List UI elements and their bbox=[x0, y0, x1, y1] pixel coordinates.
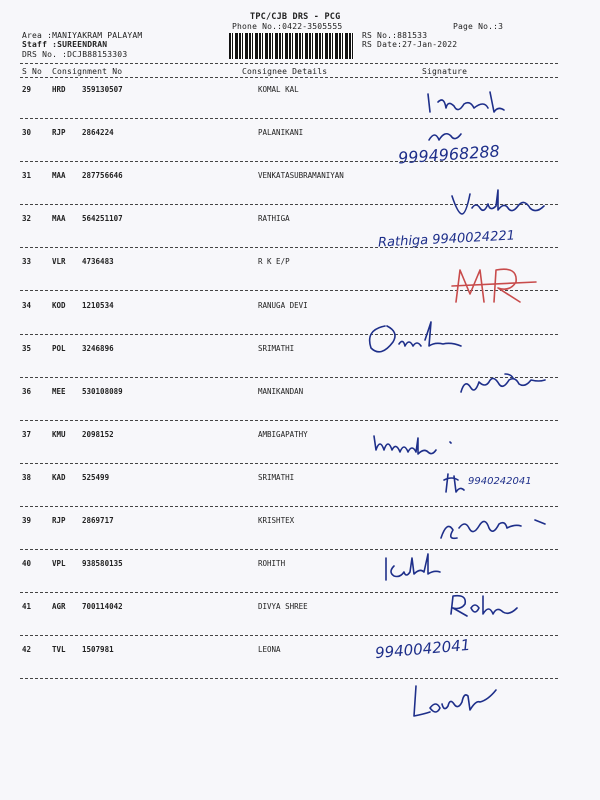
row-divider bbox=[20, 420, 558, 421]
row-consignee: KOMAL KAL bbox=[258, 85, 299, 94]
row-sno: 31 bbox=[22, 171, 32, 181]
row-divider bbox=[20, 635, 558, 636]
row-consignment-code: KMU bbox=[52, 429, 66, 439]
row-consignee: ROHITH bbox=[258, 559, 286, 569]
row-sno: 38 bbox=[22, 472, 32, 482]
row-consignment-number: 2098152 bbox=[82, 429, 114, 439]
row-divider bbox=[20, 463, 558, 464]
handwritten-phone-32: Rathiga 9940024221 bbox=[377, 228, 516, 251]
row-consignment-code: MEE bbox=[52, 386, 66, 396]
row-sno: 37 bbox=[22, 429, 32, 439]
row-consignment-number: 700114042 bbox=[82, 602, 123, 612]
row-consignee: VENKATASUBRAMANIYAN bbox=[258, 171, 344, 181]
row-sno: 30 bbox=[22, 128, 32, 138]
row-sno: 36 bbox=[22, 386, 32, 396]
row-consignment-number: 564251107 bbox=[82, 214, 123, 224]
area-label: Area :MANIYAKRAM PALAYAM bbox=[22, 31, 143, 40]
phone-number: Phone No.:0422-3505555 bbox=[232, 22, 343, 31]
rs-number: RS No.:881533 bbox=[362, 31, 428, 40]
row-consignee: RATHIGA bbox=[258, 214, 290, 224]
row-consignment-number: 287756646 bbox=[82, 171, 123, 181]
row-divider bbox=[20, 118, 558, 119]
row-consignment-code: TVL bbox=[52, 645, 66, 655]
barcode-image bbox=[229, 33, 354, 59]
drs-number: DRS No. :DCJB88153303 bbox=[22, 50, 128, 59]
signature-35 bbox=[455, 370, 565, 398]
row-divider bbox=[20, 247, 558, 248]
row-consignee: SRIMATHI bbox=[258, 472, 295, 482]
row-sno: 39 bbox=[22, 516, 32, 525]
signature-30 bbox=[425, 128, 465, 144]
signature-37 bbox=[440, 470, 470, 494]
row-consignment-number: 4736483 bbox=[82, 257, 114, 267]
handwritten-phone-37: 9940242041 bbox=[468, 476, 532, 487]
col-consignment: Consignment No bbox=[52, 67, 123, 76]
row-consignment-number: 3246896 bbox=[82, 343, 114, 353]
handwritten-phone-41: 9940042041 bbox=[374, 635, 472, 663]
signature-29 bbox=[420, 88, 550, 118]
row-sno: 35 bbox=[22, 343, 32, 353]
document-title: TPC/CJB DRS - PCG bbox=[250, 12, 341, 22]
row-consignment-number: 1507981 bbox=[82, 645, 114, 655]
handwritten-phone-30: 9994968288 bbox=[397, 141, 501, 168]
row-consignment-code: HRD bbox=[52, 85, 66, 94]
row-sno: 32 bbox=[22, 214, 32, 224]
row-consignment-number: 530108089 bbox=[82, 386, 123, 396]
row-consignment-number: 2869717 bbox=[82, 516, 114, 525]
row-consignment-number: 938580135 bbox=[82, 559, 123, 569]
row-sno: 41 bbox=[22, 602, 32, 612]
row-consignment-number: 2864224 bbox=[82, 128, 114, 138]
col-sno: S No bbox=[22, 67, 43, 76]
rs-date: RS Date:27-Jan-2022 bbox=[362, 40, 458, 49]
row-consignee: R K E/P bbox=[258, 257, 290, 267]
row-consignment-code: KAD bbox=[52, 472, 66, 482]
row-sno: 42 bbox=[22, 645, 32, 655]
staff-label: Staff :SUREENDRAN bbox=[22, 40, 108, 49]
row-divider bbox=[20, 334, 558, 335]
row-consignee: SRIMATHI bbox=[258, 343, 295, 353]
row-consignment-code: RJP bbox=[52, 128, 66, 138]
row-consignment-number: 525499 bbox=[82, 472, 110, 482]
row-sno: 29 bbox=[22, 85, 32, 94]
row-consignee: LEONA bbox=[258, 645, 281, 655]
row-consignment-code: KOD bbox=[52, 300, 66, 310]
col-consignee: Consignee Details bbox=[242, 67, 328, 76]
row-consignment-code: POL bbox=[52, 343, 66, 353]
row-consignee: RANUGA DEVI bbox=[258, 300, 308, 310]
row-sno: 33 bbox=[22, 257, 32, 267]
signature-33 bbox=[450, 264, 540, 306]
divider bbox=[20, 77, 558, 78]
signature-36 bbox=[370, 430, 470, 454]
row-sno: 34 bbox=[22, 300, 32, 310]
divider bbox=[20, 63, 558, 64]
row-divider bbox=[20, 506, 558, 507]
col-signature: Signature bbox=[422, 67, 468, 76]
row-divider bbox=[20, 549, 558, 550]
signature-42 bbox=[410, 680, 510, 720]
row-consignee: AMBIGAPATHY bbox=[258, 429, 308, 439]
signature-34 bbox=[365, 318, 475, 358]
signature-39 bbox=[380, 554, 470, 584]
row-consignment-code: RJP bbox=[52, 516, 66, 525]
signature-40 bbox=[445, 592, 525, 618]
row-consignee: MANIKANDAN bbox=[258, 386, 304, 396]
row-consignment-code: AGR bbox=[52, 602, 66, 612]
row-consignment-code: VLR bbox=[52, 257, 66, 267]
row-sno: 40 bbox=[22, 559, 32, 569]
row-consignment-number: 1210534 bbox=[82, 300, 114, 310]
signature-31 bbox=[448, 190, 568, 220]
row-consignee: DIVYA SHREE bbox=[258, 602, 308, 612]
row-consignment-code: VPL bbox=[52, 559, 66, 569]
signature-38 bbox=[435, 512, 555, 542]
row-consignee: PALANIKANI bbox=[258, 128, 304, 138]
row-consignee: KRISHTEX bbox=[258, 516, 295, 525]
row-consignment-code: MAA bbox=[52, 214, 66, 224]
row-consignment-code: MAA bbox=[52, 171, 66, 181]
page-number: Page No.:3 bbox=[453, 22, 504, 31]
row-consignment-number: 359130507 bbox=[82, 85, 123, 94]
